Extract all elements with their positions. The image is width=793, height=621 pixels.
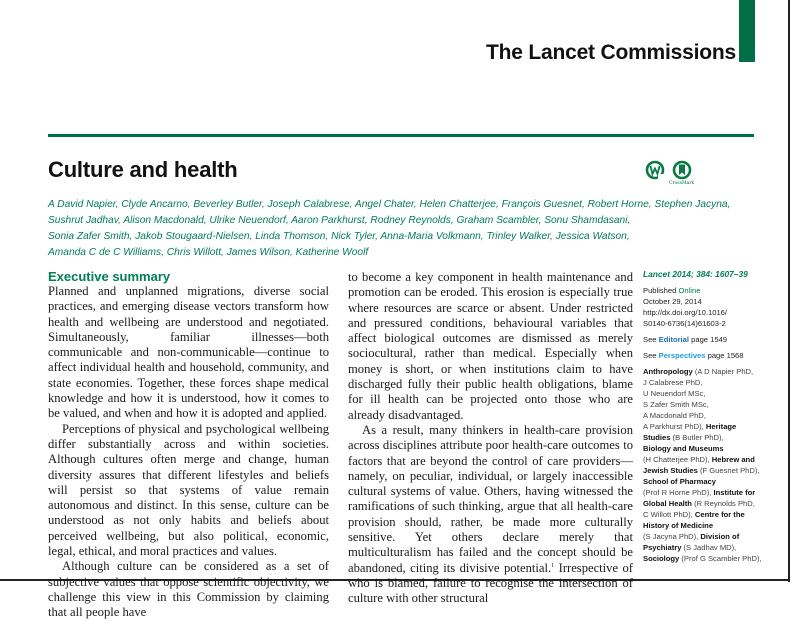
- affiliation-dept: Studies: [643, 433, 671, 442]
- affiliation-dept: Sociology: [643, 554, 680, 563]
- affiliation-names: (Prof R Horne PhD),: [643, 488, 714, 497]
- crossmark-label: CrossMark: [669, 181, 695, 186]
- affiliation-line: [643, 487, 787, 498]
- author-line: Amanda C de C Williams, Chris Willott, James Wilson, Katherine Woolf: [48, 247, 369, 259]
- paragraph: Perceptions of physical and psychological wellbeing differ substantially across and within societies. Although cultures often merge and change, human diversity assures that different lifestyles and beliefs will persist so that systems of value remain autonomous and distinct. In this sense, culture can be understood as not only habits and beliefs about perceived wellbeing, but also political, economic, legal, ethical, and moral practices and values.: [48, 421, 329, 559]
- reference-1[interactable]: 1: [551, 562, 555, 569]
- affiliation-names: S Zafer Smith MSc,: [643, 400, 709, 409]
- paragraph-text: Irrespective of who is blamed, failure to recognise the intersection of culture with other structural: [348, 560, 633, 606]
- doi-link-cont[interactable]: S0140-6736(14)61603-2: [643, 319, 726, 328]
- section-title: The Lancet Commissions: [486, 41, 736, 64]
- affiliation-dept: History of Medicine: [643, 521, 714, 530]
- article-title: Culture and health: [48, 157, 238, 182]
- affiliation-dept: Heritage: [705, 422, 737, 431]
- affiliation-line: [643, 366, 787, 377]
- affiliation-line: [643, 465, 787, 476]
- affiliation-dept: Anthropology: [643, 367, 693, 376]
- affiliation-line: [643, 432, 787, 443]
- affiliation-line: [643, 498, 787, 509]
- affiliation-dept: Division of: [700, 532, 740, 541]
- affiliation-line: [643, 476, 787, 487]
- affiliation-line: [643, 443, 787, 454]
- author-line: Sushrut Jadhav, Alison Macdonald, Ulrike Neuendorf, Aaron Parkhurst, Rodney Reynolds, Graham Scambler, Sonu Shamdasani,: [48, 215, 631, 227]
- paragraph-text: As a result, many thinkers in health-care provision across disciplines attribute poor health-care outcomes to factors that are beyond the control of care providers—namely, on peculiar, individual, or largely inaccessible cultural systems of value. Others, having witnessed the ramifications of such thinking, argue that all health-care provision should, rather, be made more culturally sensitive. Yet others declare merely that multiculturalism has failed and the concept should be abandoned, citing its divisive potential.: [348, 422, 633, 575]
- affiliation-line: [643, 377, 787, 388]
- paragraph: to become a key component in health maintenance and promotion can be eroded. This erosion is especially true where resources are scarce or absent. Under restricted and pressured conditions, behavioural variables that affect biological outcomes are dismissed as merely sociocultural, rather than medical. Especially when money is short, or when institutions claim to have discharged fully their public health obligations, blame for ill health can be projected onto those who are already disadvantaged.: [348, 270, 633, 422]
- affiliation-line: [643, 520, 787, 531]
- affiliation-names: J Calabrese PhD,: [643, 378, 703, 387]
- affiliation-dept: Biology and Museums: [643, 444, 724, 453]
- affiliation-names: (S Jacyna PhD),: [643, 532, 701, 541]
- affiliation-dept: Centre for the: [694, 510, 745, 519]
- affiliation-dept: School of Pharmacy: [643, 477, 717, 486]
- author-line: A David Napier, Clyde Ancarno, Beverley Butler, Joseph Calabrese, Angel Chater, Helen Chatterjee, François Guesnet, Robert Horne, Stephen Jacyna,: [48, 199, 731, 210]
- doi-link[interactable]: http://dx.doi.org/10.1016/: [643, 308, 728, 317]
- perspectives-link[interactable]: Perspectives: [658, 351, 706, 360]
- online-label: Online: [678, 286, 701, 295]
- see-editorial: [643, 334, 787, 345]
- affiliation-names: (F Guesnet PhD),: [697, 466, 760, 475]
- crossmark-icon[interactable]: [669, 160, 694, 186]
- published-label: Published: [643, 286, 679, 295]
- body-column-1: [48, 284, 329, 621]
- affiliation-line: [643, 553, 787, 564]
- page-right-border: [788, 0, 790, 582]
- affiliation-dept: Psychiatry: [643, 543, 682, 552]
- paragraph: Although culture can be considered as a set of subjective values that oppose scientific objectivity, we challenge this view in this Commission by claiming that all people have: [48, 559, 329, 620]
- see-label: See: [643, 351, 659, 360]
- affiliation-names: (Prof G Scambler PhD),: [679, 554, 762, 563]
- affiliation-names: A Macdonald PhD,: [643, 411, 706, 420]
- editorial-link[interactable]: Editorial: [658, 335, 690, 344]
- affiliation-names: (S Jadhav MD),: [681, 543, 737, 552]
- sidebar: [643, 269, 787, 564]
- open-access-icon[interactable]: [645, 160, 665, 180]
- affiliation-names: (A D Napier PhD,: [692, 367, 754, 376]
- page-ref: page 1549: [689, 335, 728, 344]
- affiliation-names: (R Reynolds PhD,: [691, 499, 755, 508]
- affiliation-line: [643, 410, 787, 421]
- affiliation-dept: Global Health: [643, 499, 692, 508]
- affiliation-names: A Parkhurst PhD),: [643, 422, 706, 431]
- affiliation-dept: Hebrew and: [711, 455, 755, 464]
- paragraph: [348, 423, 633, 607]
- see-perspectives: [643, 350, 787, 361]
- affiliation-line: [643, 421, 787, 432]
- affiliation-line: [643, 399, 787, 410]
- affiliation-line: [643, 388, 787, 399]
- affiliation-names: C Willott PhD),: [643, 510, 695, 519]
- page-ref: page 1568: [705, 351, 744, 360]
- affiliation-line: [643, 531, 787, 542]
- affiliation-names: U Neuendorf MSc,: [643, 389, 706, 398]
- affiliation-line: [643, 509, 787, 520]
- body-column-2: [348, 270, 633, 607]
- affiliation-line: [643, 542, 787, 553]
- see-label: See: [643, 335, 659, 344]
- author-line: Sonia Zafer Smith, Jakob Stougaard-Nielsen, Linda Thomson, Nick Tyler, Anna-Maria Volkmann, Trinley Walker, Jessica Watson,: [48, 231, 630, 243]
- affiliation-dept: Jewish Studies: [643, 466, 698, 475]
- header-rule: [48, 134, 754, 137]
- citation: Lancet 2014; 384: 1607–39: [643, 269, 748, 279]
- section-color-tab: [739, 0, 755, 62]
- affiliation-names: (H Chatterjee PhD),: [643, 455, 712, 464]
- affiliation-dept: Institute for: [713, 488, 756, 497]
- affiliation-names: (B Butler PhD),: [670, 433, 724, 442]
- executive-summary-heading: Executive summary: [48, 269, 171, 284]
- paragraph: Planned and unplanned migrations, diverse social practices, and emerging disease vectors transform how health and wellbeing are understood and negotiated. Simultaneously, familiar illnesses—both communicable and non-communicable—continue to affect individual health and household, community, and state economies. Together, these forces shape medical knowledge and how it is understood, how it comes to be valued, and when and how it is adopted and applied.: [48, 284, 329, 421]
- publication-date: October 29, 2014: [643, 297, 702, 306]
- affiliations: [643, 366, 787, 564]
- affiliation-line: [643, 454, 787, 465]
- published-online: [643, 285, 787, 296]
- article-icons: [645, 160, 694, 186]
- author-list: [48, 197, 731, 261]
